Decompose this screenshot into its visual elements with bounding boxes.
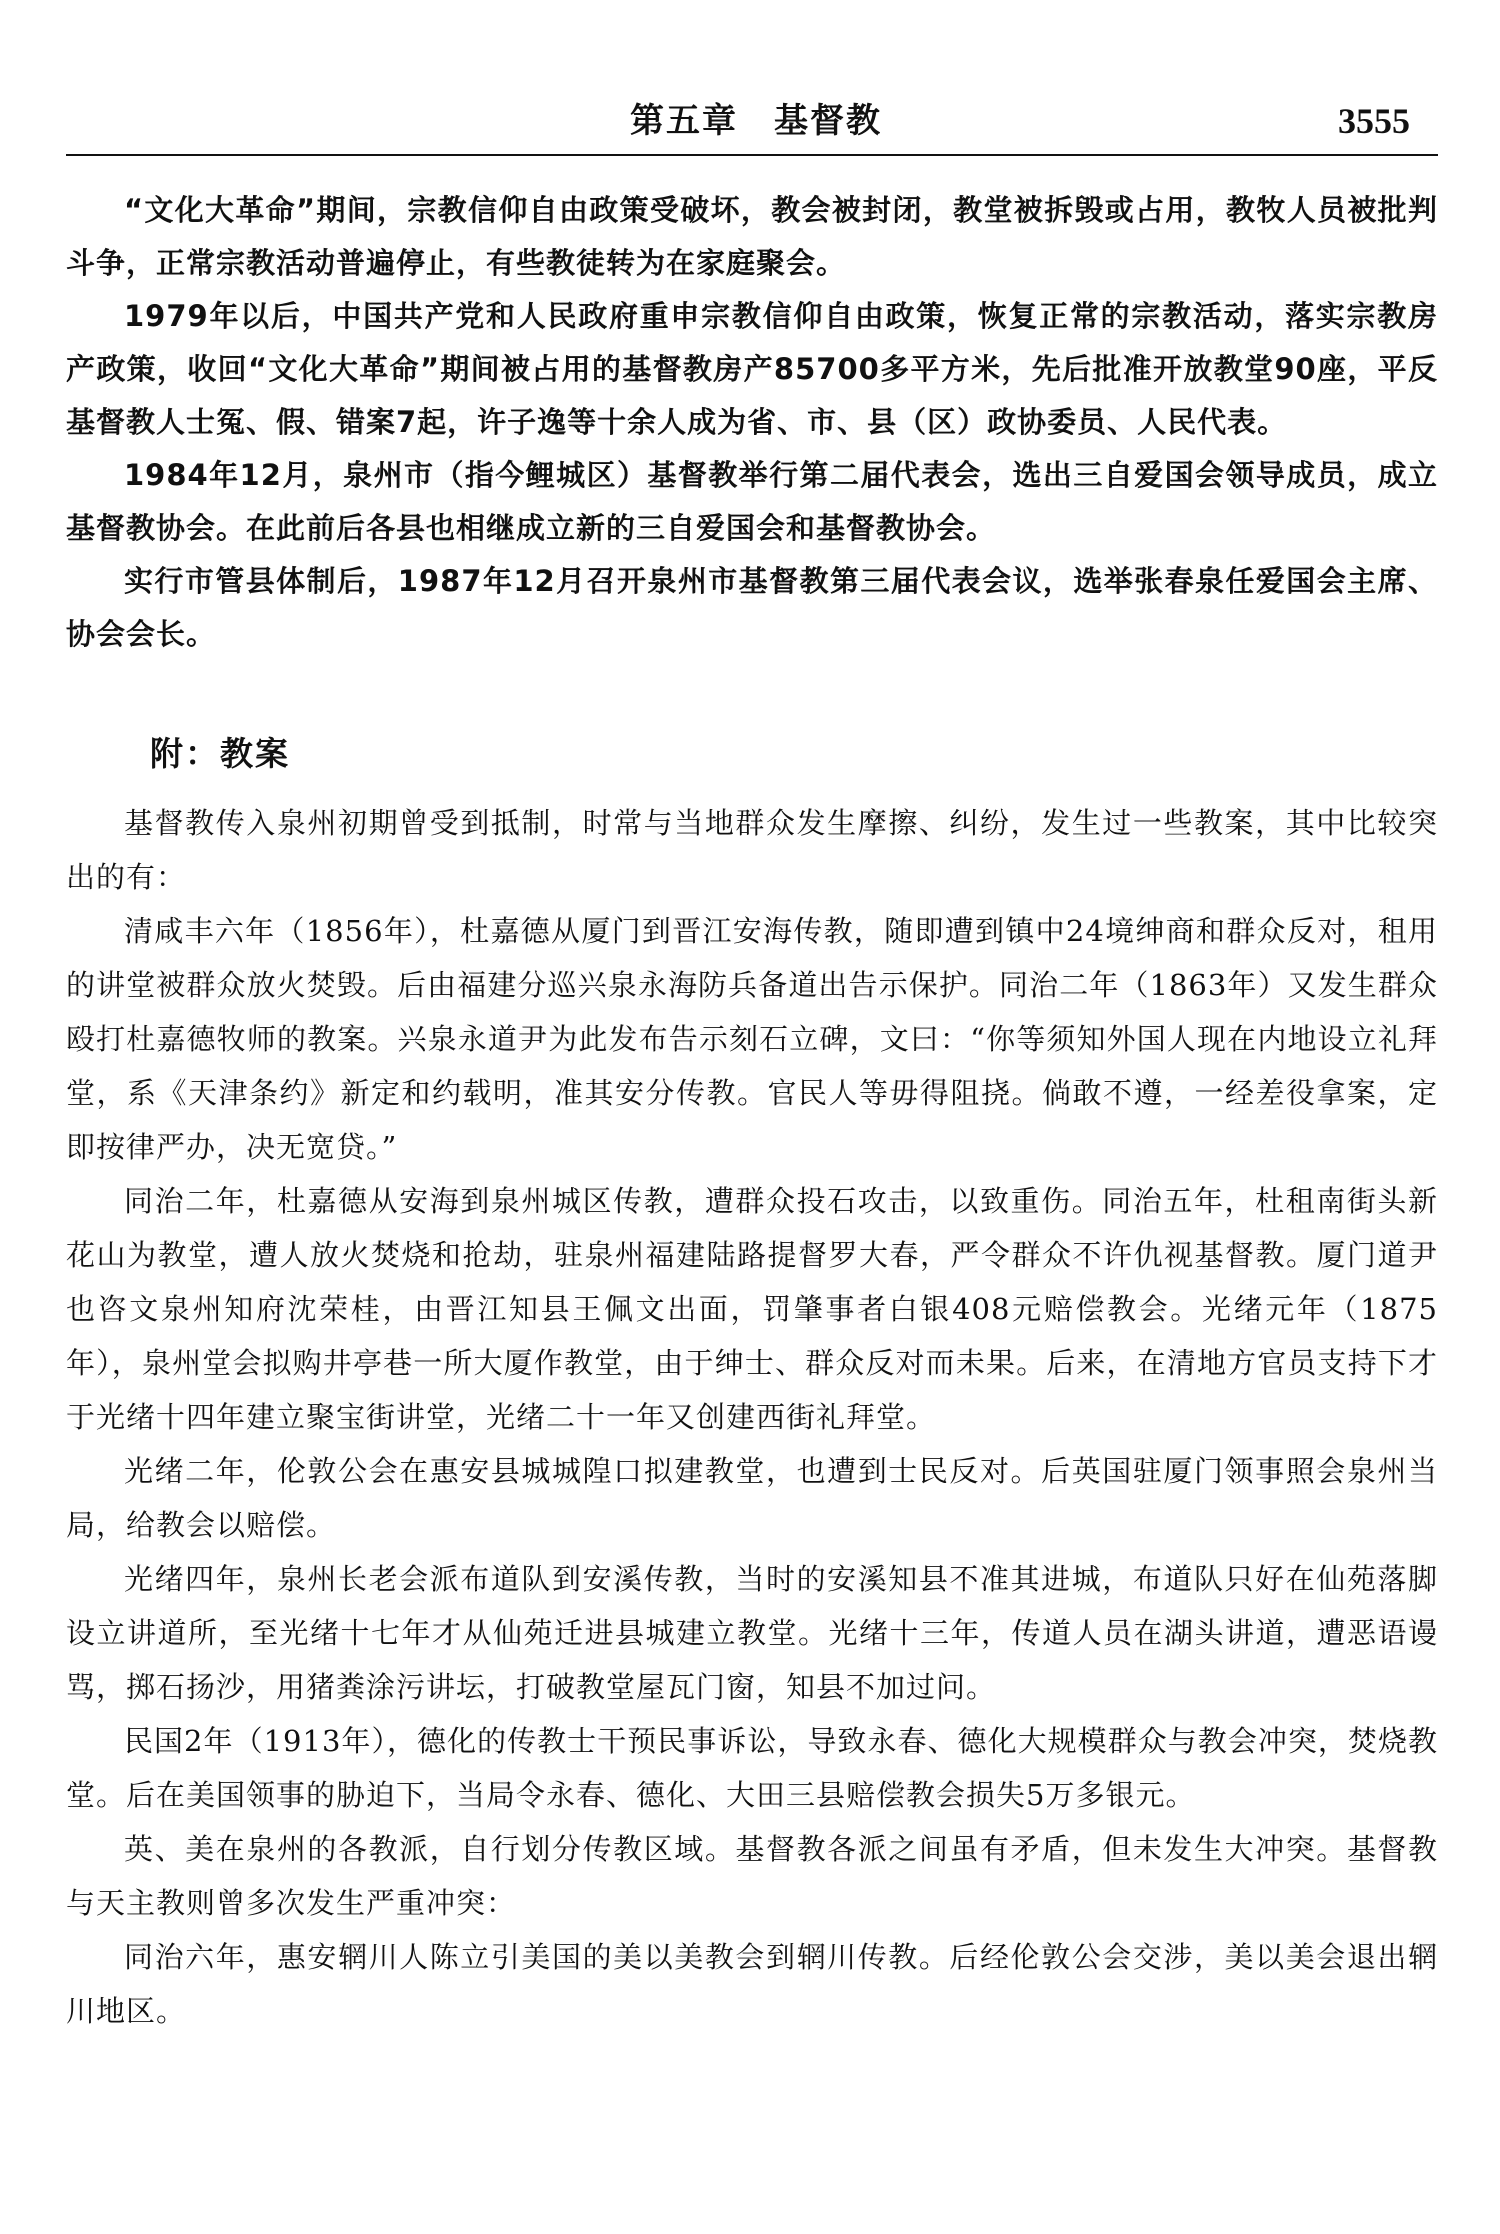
chapter-title: 第五章 基督教 (630, 101, 882, 141)
paragraph: 1979年以后，中国共产党和人民政府重申宗教信仰自由政策，恢复正常的宗教活动，落实宗教房产政策，收回“文化大革命”期间被占用的基督教房产85700多平方米，先后批准开放教堂90座，平反基督教人士冤、假、错案7起，许子逸等十余人成为省、市、县（区）政协委员、人民代表。 (66, 299, 1438, 439)
page-number: 3555 (1338, 101, 1410, 141)
paragraph: 光绪四年，泉州长老会派布道队到安溪传教，当时的安溪知县不准其进城，布道队只好在仙苑落脚设立讲道所，至光绪十七年才从仙苑迁进县城建立教堂。光绪十三年，传道人员在湖头讲道，遭恶语谩骂，掷石扬沙，用猪粪涂污讲坛，打破教堂屋瓦门窗，知县不加过问。 (66, 1562, 1438, 1704)
paragraph: 实行市管县体制后，1987年12月召开泉州市基督教第三届代表会议，选举张春泉任爱国会主席、协会会长。 (66, 564, 1438, 651)
section-heading: 附：教案 (150, 734, 290, 773)
paragraph: 基督教传入泉州初期曾受到抵制，时常与当地群众发生摩擦、纠纷，发生过一些教案，其中比较突出的有： (66, 806, 1438, 894)
paragraph: 1984年12月，泉州市（指今鲤城区）基督教举行第二届代表会，选出三自爱国会领导成员，成立基督教协会。在此前后各县也相继成立新的三自爱国会和基督教协会。 (66, 458, 1438, 545)
paragraph: 英、美在泉州的各教派，自行划分传教区域。基督教各派之间虽有矛盾，但未发生大冲突。基督教与天主教则曾多次发生严重冲突： (66, 1832, 1438, 1920)
header-rule (66, 154, 1438, 156)
paragraph: “文化大革命”期间，宗教信仰自由政策受破坏，教会被封闭，教堂被拆毁或占用，教牧人员被批判斗争，正常宗教活动普遍停止，有些教徒转为在家庭聚会。 (66, 193, 1438, 280)
paragraph: 民国2年（1913年），德化的传教士干预民事诉讼，导致永春、德化大规模群众与教会冲突，焚烧教堂。后在美国领事的胁迫下，当局令永春、德化、大田三县赔偿教会损失5万多银元。 (66, 1724, 1438, 1812)
main-text-upper (66, 184, 1438, 661)
main-text-lower (66, 796, 1438, 2038)
paragraph: 同治二年，杜嘉德从安海到泉州城区传教，遭群众投石攻击，以致重伤。同治五年，杜租南街头新花山为教堂，遭人放火焚烧和抢劫，驻泉州福建陆路提督罗大春，严令群众不许仇视基督教。厦门道尹也咨文泉州知府沈荣桂，由晋江知县王佩文出面，罚肇事者白银408元赔偿教会。光绪元年（1875年），泉州堂会拟购井亭巷一所大厦作教堂，由于绅士、群众反对而未果。后来，在清地方官员支持下才于光绪十四年建立聚宝街讲堂，光绪二十一年又创建西街礼拜堂。 (66, 1184, 1438, 1434)
paragraph: 光绪二年，伦敦公会在惠安县城城隍口拟建教堂，也遭到士民反对。后英国驻厦门领事照会泉州当局，给教会以赔偿。 (66, 1454, 1438, 1542)
paragraph: 同治六年，惠安辋川人陈立引美国的美以美教会到辋川传教。后经伦敦公会交涉，美以美会退出辋川地区。 (66, 1940, 1438, 2028)
paragraph: 清咸丰六年（1856年），杜嘉德从厦门到晋江安海传教，随即遭到镇中24境绅商和群众反对，租用的讲堂被群众放火焚毁。后由福建分巡兴泉永海防兵备道出告示保护。同治二年（1863年）又发生群众殴打杜嘉德牧师的教案。兴泉永道尹为此发布告示刻石立碑，文曰：“你等须知外国人现在内地设立礼拜堂，系《天津条约》新定和约载明，准其安分传教。官民人等毋得阻挠。倘敢不遵，一经差役拿案，定即按律严办，决无宽贷。” (66, 914, 1438, 1164)
running-header (0, 96, 1500, 146)
